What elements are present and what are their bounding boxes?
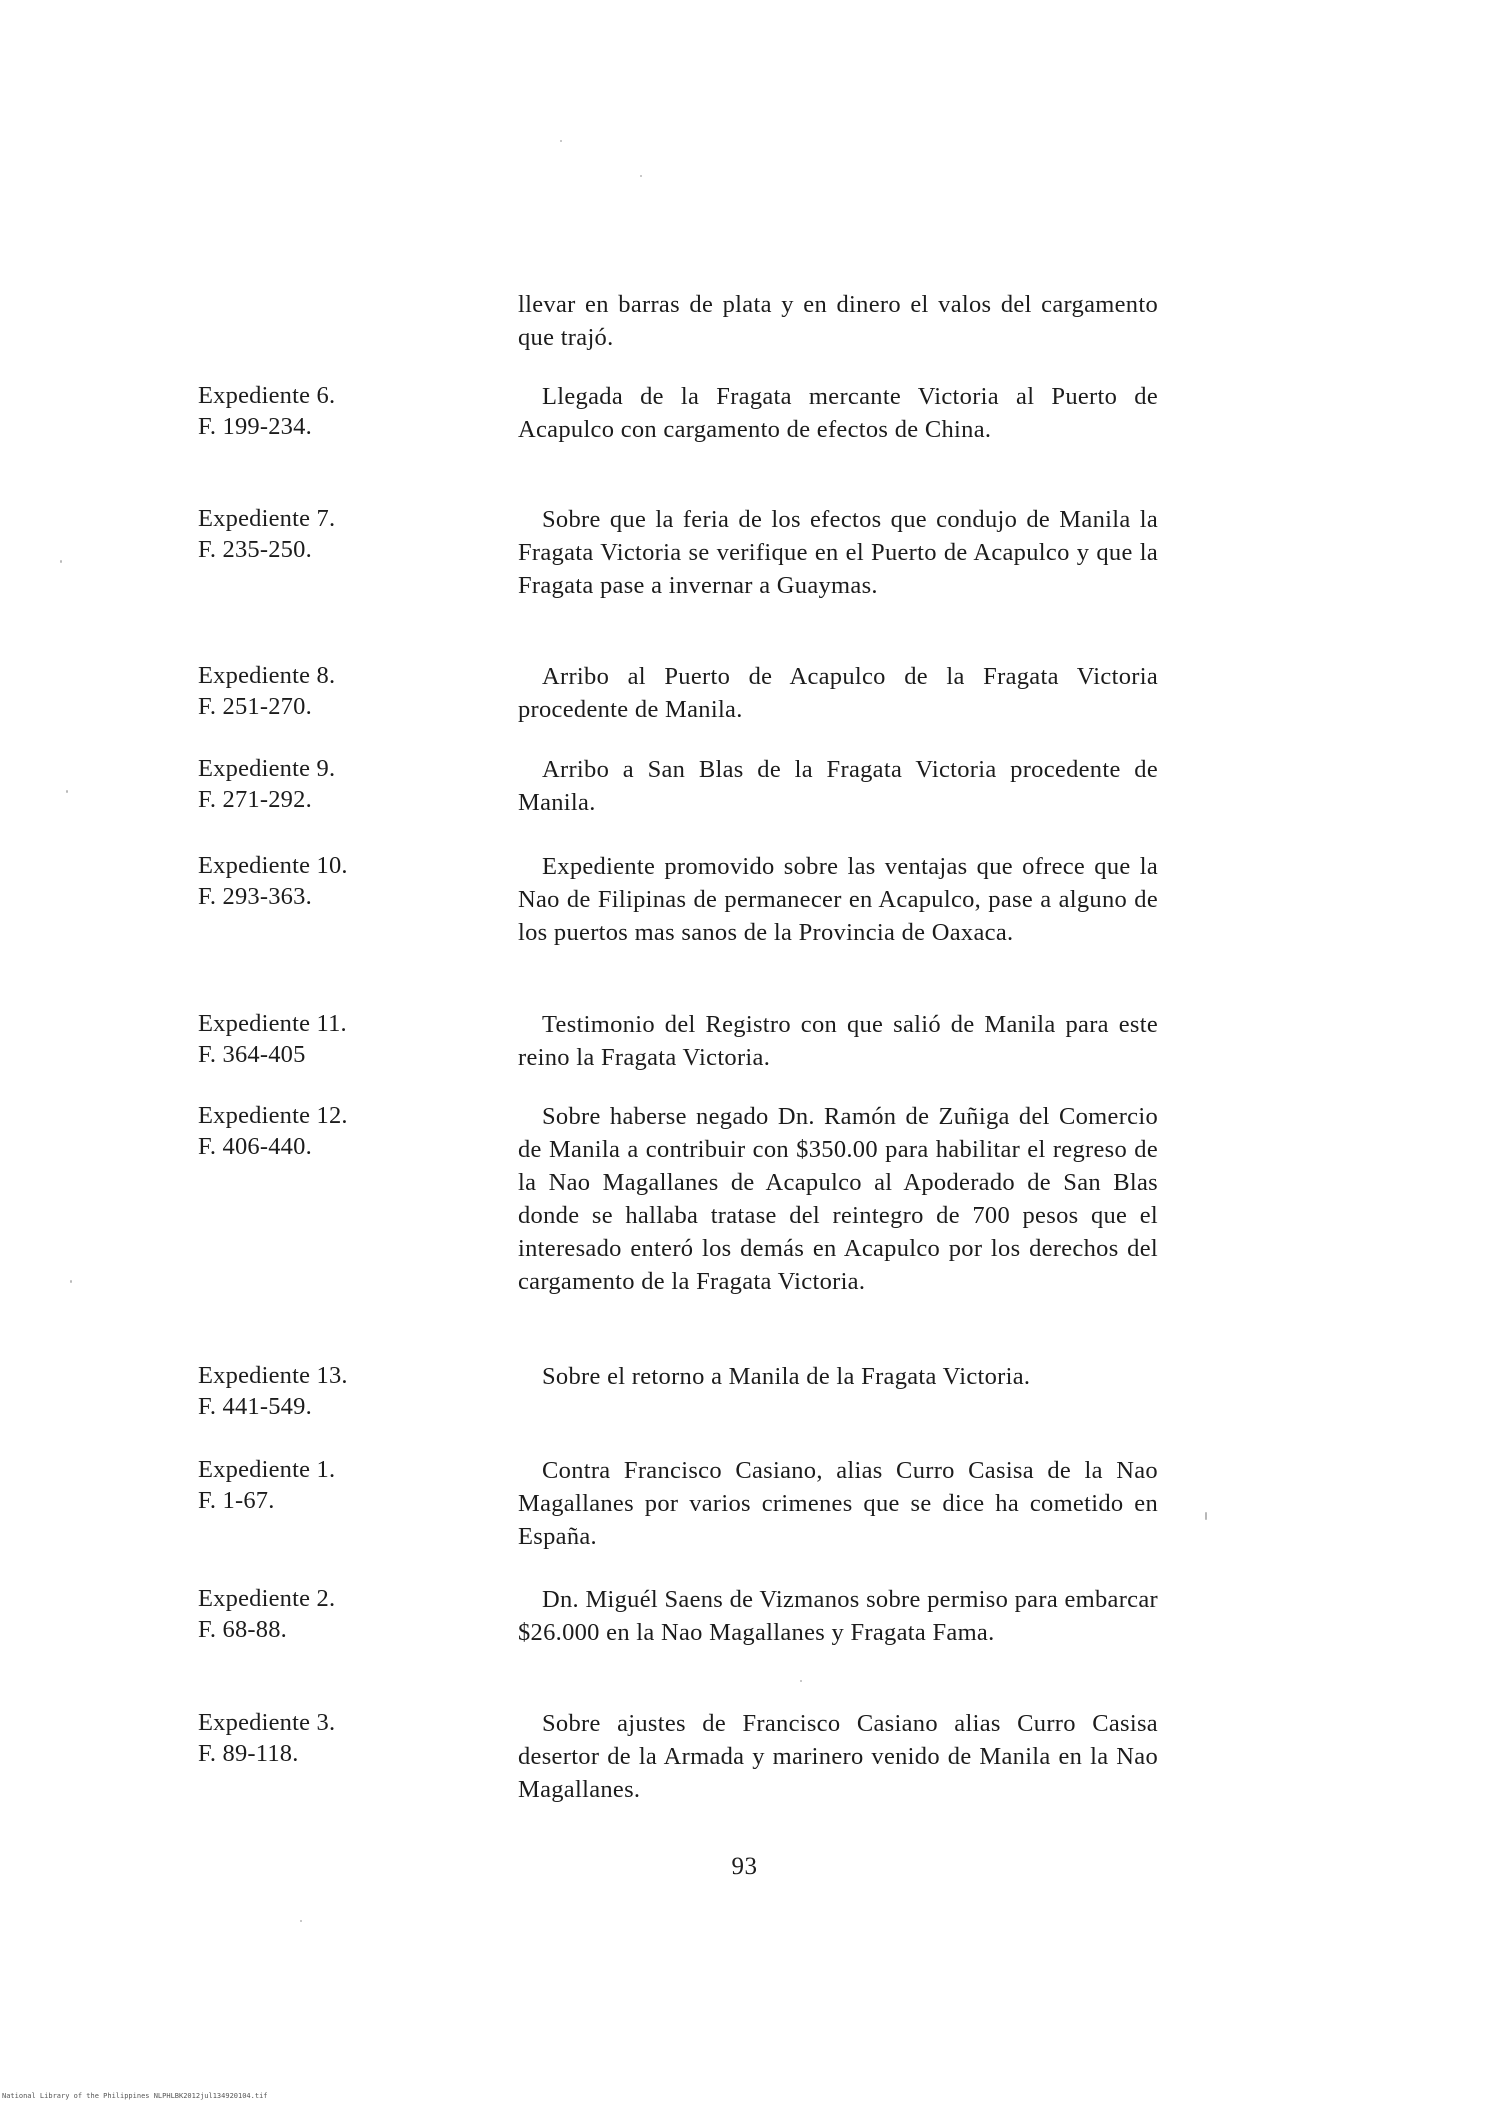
entry-description: Sobre haberse negado Dn. Ramón de Zuñiga del Comercio de Manila a contribuir con $350.00 para habilitar el regreso de la Nao Magallanes de Acapulco al Apoderado de San Blas donde se hallaba tratase del reintegro de 700 pesos que el interesado enteró los demás en Acapulco por los derechos del cargamento de la Fragata Victoria.	[518, 1103, 1158, 1295]
scan-speck	[560, 140, 562, 142]
expediente-number: Expediente 7.	[198, 505, 336, 532]
expediente-number: Expediente 12.	[198, 1102, 348, 1129]
scan-speck	[800, 1680, 802, 1682]
entry-description: Llegada de la Fragata mercante Victoria al Puerto de Acapulco con cargamento de efectos de China.	[518, 383, 1158, 443]
entry-label	[198, 1454, 398, 1516]
scan-speck	[640, 175, 642, 177]
folio-range: F. 199-234.	[198, 413, 312, 440]
entry-description: Dn. Miguél Saens de Vizmanos sobre permiso para embarcar $26.000 en la Nao Magallanes y Fragata Fama.	[518, 1586, 1158, 1646]
expediente-number: Expediente 3.	[198, 1709, 336, 1736]
expediente-number: Expediente 1.	[198, 1456, 336, 1483]
folio-range: F. 251-270.	[198, 693, 312, 720]
entry-label	[198, 380, 398, 442]
scan-speck	[70, 1280, 72, 1283]
expediente-number: Expediente 6.	[198, 382, 336, 409]
entry-label	[198, 1583, 398, 1645]
folio-range: F. 235-250.	[198, 536, 312, 563]
scan-speck	[1205, 1512, 1207, 1520]
scan-speck	[60, 560, 62, 563]
expediente-number: Expediente 11.	[198, 1010, 347, 1037]
entry-description: Contra Francisco Casiano, alias Curro Casisa de la Nao Magallanes por varios crimenes que se dice ha cometido en España.	[518, 1457, 1158, 1550]
entry-description: Testimonio del Registro con que salió de Manila para este reino la Fragata Victoria.	[518, 1011, 1158, 1071]
entry-description: Sobre el retorno a Manila de la Fragata Victoria.	[542, 1363, 1031, 1390]
scan-credit-footer: National Library of the Philippines NLPHLBK2012jul134920104.tif	[2, 2092, 268, 2100]
entry-description: Sobre ajustes de Francisco Casiano alias Curro Casisa desertor de la Armada y marinero venido de Manila en la Nao Magallanes.	[518, 1710, 1158, 1803]
entry-description: Sobre que la feria de los efectos que condujo de Manila la Fragata Victoria se verifique en el Puerto de Acapulco y que la Fragata pase a invernar a Guaymas.	[518, 506, 1158, 599]
folio-range: F. 1-67.	[198, 1487, 275, 1514]
folio-range: F. 441-549.	[198, 1393, 312, 1420]
intro-paragraph: llevar en barras de plata y en dinero el valos del cargamento que trajó.	[518, 291, 1158, 351]
entry-label	[198, 1360, 398, 1422]
expediente-number: Expediente 9.	[198, 755, 336, 782]
entry-label	[198, 660, 398, 722]
entry-description: Arribo a San Blas de la Fragata Victoria procedente de Manila.	[518, 756, 1158, 816]
folio-range: F. 293-363.	[198, 883, 312, 910]
entry-label	[198, 850, 398, 912]
expediente-number: Expediente 2.	[198, 1585, 336, 1612]
entry-description: Arribo al Puerto de Acapulco de la Fragata Victoria procedente de Manila.	[518, 663, 1158, 723]
folio-range: F. 364-405	[198, 1041, 306, 1068]
expediente-number: Expediente 10.	[198, 852, 348, 879]
folio-range: F. 271-292.	[198, 786, 312, 813]
entry-label	[198, 1100, 398, 1162]
entry-label	[198, 1707, 398, 1769]
entry-description: Expediente promovido sobre las ventajas que ofrece que la Nao de Filipinas de permanecer en Acapulco, pase a alguno de los puertos mas sanos de la Provincia de Oaxaca.	[518, 853, 1158, 946]
scan-speck	[300, 1920, 302, 1922]
entry-label	[198, 503, 398, 565]
expediente-number: Expediente 13.	[198, 1362, 348, 1389]
folio-range: F. 89-118.	[198, 1740, 299, 1767]
entry-label	[198, 753, 398, 815]
entry-label	[198, 1008, 398, 1070]
scan-speck	[66, 790, 68, 793]
page-number: 93	[731, 1853, 758, 1880]
expediente-number: Expediente 8.	[198, 662, 336, 689]
folio-range: F. 68-88.	[198, 1616, 287, 1643]
folio-range: F. 406-440.	[198, 1133, 312, 1160]
